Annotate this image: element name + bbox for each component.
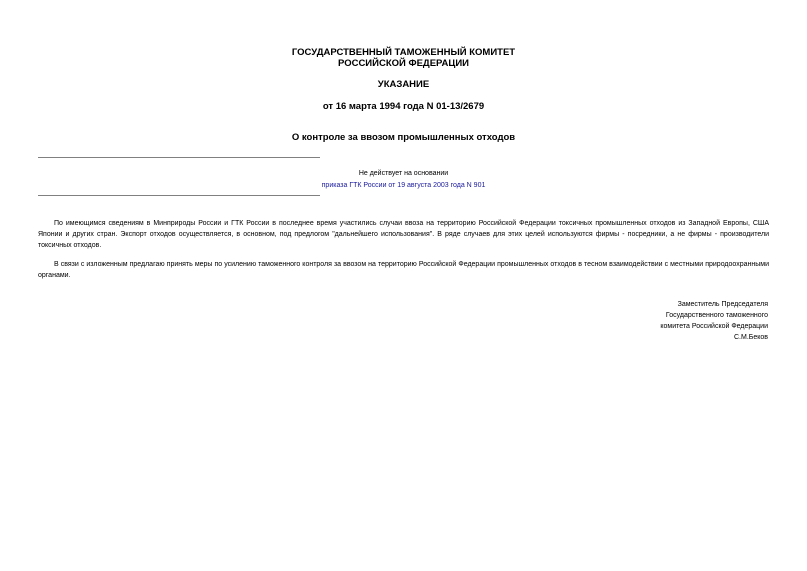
repeal-order-link[interactable]: приказа ГТК России от 19 августа 2003 года N 901: [321, 182, 486, 189]
status-divider-top: [38, 157, 320, 158]
signatory-position-line-1: Заместитель Председателя: [677, 301, 768, 308]
issuing-organization: [0, 47, 807, 69]
signature-block: [660, 299, 768, 343]
document-title: О контроле за ввозом промышленных отходов: [291, 132, 516, 143]
issuing-organization-line-2: РОССИЙСКОЙ ФЕДЕРАЦИИ: [337, 58, 469, 69]
issuing-organization-line-1: ГОСУДАРСТВЕННЫЙ ТАМОЖЕННЫЙ КОМИТЕТ: [291, 47, 516, 58]
status-divider-bottom: [38, 195, 320, 196]
document-date-number: от 16 марта 1994 года N 01-13/2679: [322, 101, 485, 112]
document-type: УКАЗАНИЕ: [377, 79, 430, 90]
signatory-position-line-2: Государственного таможенного: [665, 312, 768, 319]
body-paragraph-1: По имеющимся сведениям в Минприроды России и ГТК России в последнее время участились случаи ввоза на территорию Российской Федерации токсичных промышленных отходов из Западной Европы, США Японии и других стран. Экспорт отходов осуществляется, в основном, под предлогом "дальнейшего использования". В ряде случаев для этих целей используются фирмы - посредники, а не фирмы - производители токсичных отходов.: [38, 220, 769, 249]
status-note: Не действует на основании: [358, 170, 449, 177]
signatory-name: С.М.Беков: [733, 334, 768, 341]
signatory-position-line-3: комитета Российской Федерации: [660, 323, 768, 330]
body-paragraph-2: В связи с изложенным предлагаю принять меры по усилению таможенного контроля за ввозом на территорию Российской Федерации промышленных отходов в тесном взаимодействии с местными природоохранными органами.: [38, 261, 769, 279]
